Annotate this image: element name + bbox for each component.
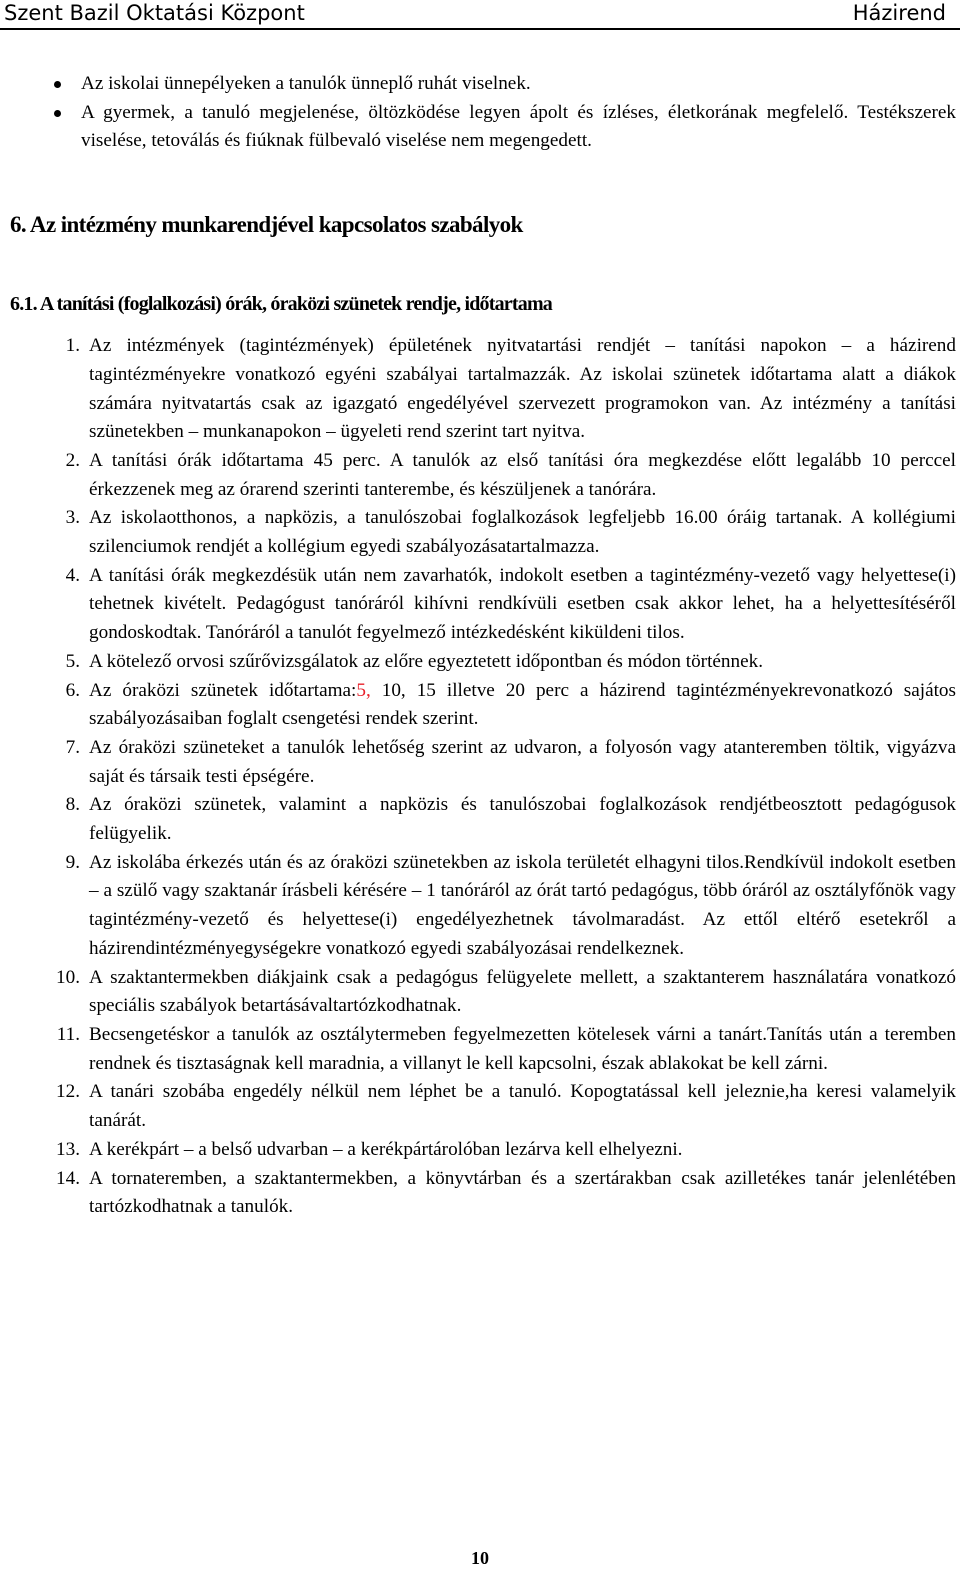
page-number: 10: [471, 1548, 489, 1568]
bullet-list: [52, 70, 956, 156]
bullet-item: [52, 99, 956, 156]
document-body: [10, 70, 956, 1222]
list-item: [52, 849, 956, 964]
item-text-highlight: 5,: [356, 679, 371, 701]
list-item: [52, 1021, 956, 1078]
item-number: 6.: [65, 679, 80, 701]
item-number: 10.: [56, 966, 80, 988]
item-text: A tornateremben, a szaktantermekben, a könyvtárban és a szertárakban csak azilletékes tanár jelenlétében tartózkodhatnak a tanulók.: [89, 1167, 956, 1218]
bullet-icon: [54, 81, 61, 88]
bullet-icon: [54, 110, 61, 117]
item-text: Az intézmények (tagintézmények) épületének nyitvatartási rendjét – tanítási napokon – a házirend tagintézményekre vonatkozó egyéni szabályai tartalmazzák. Az iskolai szünetek időtartama alatt a diákok számára nyitvatartás csak az igazgató engedélyével szervezett programokon van. Az intézmény a tanítási szünetekben – munkanapokon – ügyeleti rend szerint tart nyitva.: [89, 335, 956, 443]
bullet-text: A gyermek, a tanuló megjelenése, öltözködése legyen ápolt és ízléses, életkorának megfelelő. Testékszerek viselése, tetoválás és fiúknak fülbevaló viselése nem megengedett.: [81, 101, 956, 152]
section-heading: 6. Az intézmény munkarendjével kapcsolatos szabályok: [10, 212, 523, 238]
item-text-end: 10, 15 illetve 20 perc a házirend tagintézményekrevonatkozó sajátos szabályozásaiban foglalt csengetési rendek szerint.: [89, 679, 956, 730]
item-text: Becsengetéskor a tanulók az osztálytermeben fegyelmezetten kötelesek várni a tanárt.Tanítás után a teremben rendnek és tisztaságnak kell maradnia, a villanyt le kell kapcsolni, észak ablakokat be kell zárni.: [89, 1023, 956, 1074]
bullet-item: [52, 70, 956, 99]
bullet-text: Az iskolai ünnepélyeken a tanulók ünneplő ruhát viselnek.: [81, 73, 531, 94]
list-item: [52, 562, 956, 648]
list-item: [52, 504, 956, 561]
list-item: [52, 1078, 956, 1135]
item-text: A tanítási órák megkezdésük után nem zavarhatók, indokolt esetben a tagintézmény-vezető vagy helyettese(i) tehetnek kivételt. Pedagógust tanóráról kihívni rendkívüli esetben csak akkor lehet, ha a helyettesítéséről gondoskodtak. Tanóráról a tanulót fegyelmező intézkedésként kiküldeni tilos.: [89, 564, 956, 644]
item-text-start: Az óraközi szünetek időtartama:: [89, 679, 357, 701]
list-item: [52, 677, 956, 734]
list-item: [52, 332, 956, 447]
item-number: 5.: [65, 650, 80, 672]
list-item: [52, 648, 956, 677]
item-number: 11.: [56, 1023, 80, 1045]
list-item: [52, 1136, 956, 1165]
header-institution: Szent Bazil Oktatási Központ: [4, 1, 305, 25]
item-number: 14.: [56, 1167, 80, 1189]
item-text: Az iskolába érkezés után és az óraközi szünetekben az iskola területét elhagyni tilos.Rendkívül indokolt esetben – a szülő vagy szaktanár írásbeli kérésére – 1 tanóráról az órát tartó pedagógus, több óráról az osztályfőnök vagy tagintézmény-vezető és helyettese(i) engedélyezhetnek távolmaradást. Az ettől eltérő esetekről a házirendintézményegységekre vonatkozó egyedi szabályozásai rendelkeznek.: [89, 851, 956, 959]
item-text: Az óraközi szüneteket a tanulók lehetőség szerint az udvaron, a folyosón vagy atanteremben töltik, vigyázva saját és társaik testi épségére.: [89, 736, 956, 787]
item-number: 7.: [65, 736, 80, 758]
item-text: Az iskolaotthonos, a napközis, a tanulószobai foglalkozások legfeljebb 16.00 óráig tartanak. A kollégiumi szilenciumok rendjét a kollégium egyedi szabályozásatartalmazza.: [89, 507, 956, 558]
item-text: A tanári szobába engedély nélkül nem léphet be a tanuló. Kopogtatással kell jeleznie,ha keresi valamelyik tanárát.: [89, 1081, 956, 1132]
item-text: A tanítási órák időtartama 45 perc. A tanulók az első tanítási óra megkezdése előtt legalább 10 perccel érkezzenek meg az órarend szerinti tanterembe, és készüljenek a tanórára.: [89, 449, 956, 500]
list-item: [52, 1165, 956, 1222]
list-item: [52, 791, 956, 848]
list-item: [52, 734, 956, 791]
item-text: A kerékpárt – a belső udvarban – a kerékpártárolóban lezárva kell elhelyezni.: [89, 1138, 683, 1160]
list-item: [52, 964, 956, 1021]
header-document-title: Házirend: [852, 1, 946, 25]
item-number: 4.: [65, 564, 80, 586]
item-number: 8.: [65, 794, 80, 816]
item-number: 9.: [65, 851, 80, 873]
item-number: 12.: [56, 1081, 80, 1103]
item-number: 13.: [56, 1138, 80, 1160]
list-item: [52, 447, 956, 504]
item-text: A kötelező orvosi szűrővizsgálatok az előre egyeztetett időpontban és módon történnek.: [89, 650, 764, 672]
item-number: 2.: [65, 449, 80, 471]
item-number: 3.: [65, 507, 80, 529]
rules-list: [52, 332, 956, 1222]
page-header: [0, 0, 960, 30]
item-text: Az óraközi szünetek, valamint a napközis és tanulószobai foglalkozások rendjétbeosztott pedagógusok felügyelik.: [89, 794, 956, 845]
subsection-heading: 6.1. A tanítási (foglalkozási) órák, óraközi szünetek rendje, időtartama: [10, 293, 553, 316]
item-text: A szaktantermekben diákjaink csak a pedagógus felügyelete mellett, a szaktanterem használatára vonatkozó speciális szabályok betartásávaltartózkodhatnak.: [89, 966, 956, 1017]
item-number: 1.: [65, 335, 80, 357]
